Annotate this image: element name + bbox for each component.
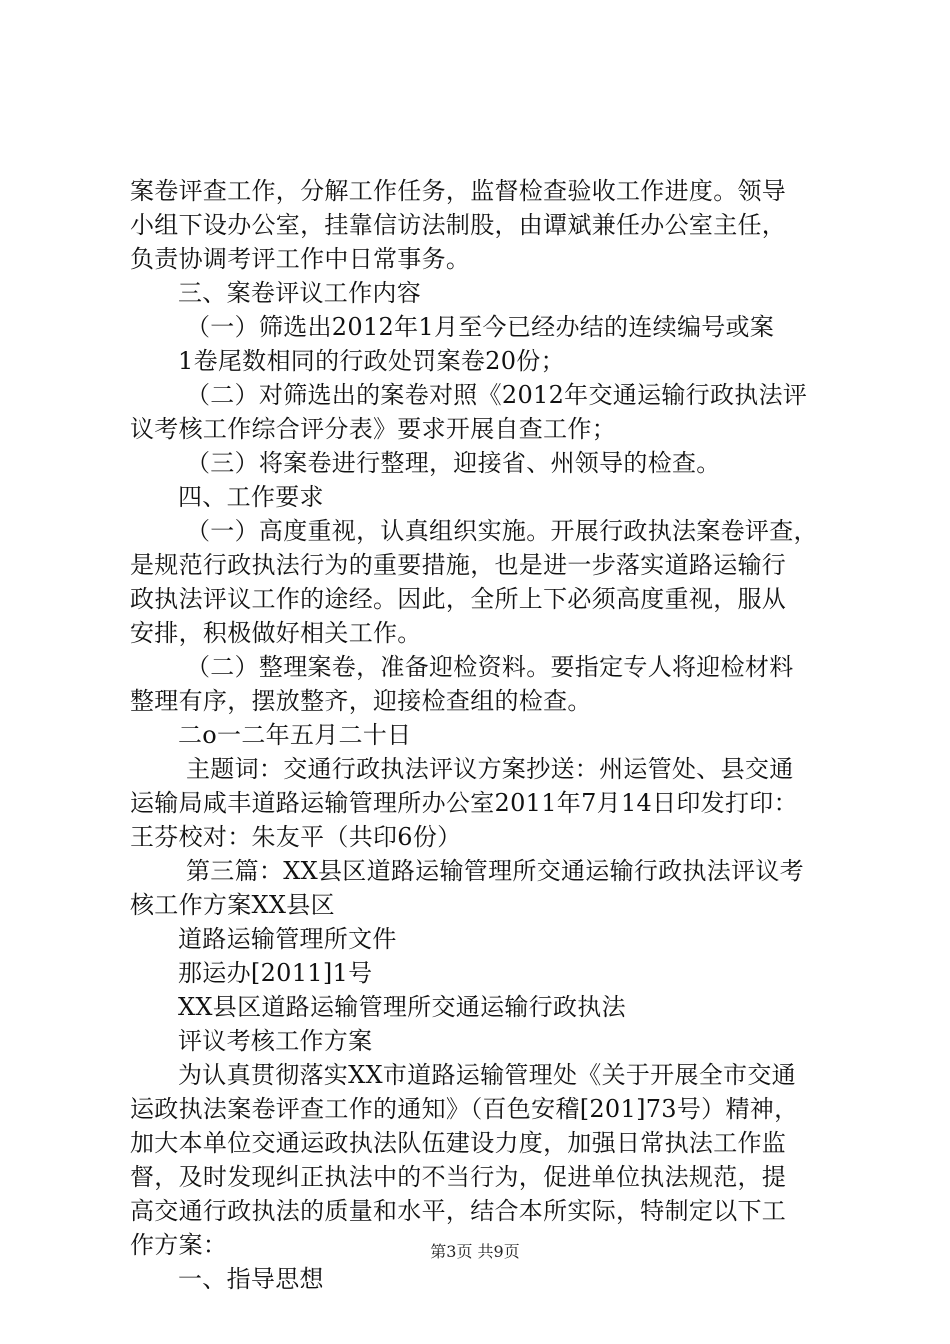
text-line: 王芬校对：朱友平（共印6份） (130, 823, 462, 851)
text-line: 作方案： (130, 1231, 228, 1259)
section-heading: 三、案卷评议工作内容 (178, 279, 421, 307)
text-line: 是规范行政执法行为的重要措施，也是进一步落实道路运输行 (130, 551, 787, 579)
text-line: 负责协调考评工作中日常事务。 (130, 245, 471, 273)
text-line: 道路运输管理所文件 (178, 925, 397, 953)
document-body (130, 174, 830, 1296)
text-line: XX县区道路运输管理所交通运输行政执法 (178, 993, 626, 1021)
text-line: （一）高度重视，认真组织实施。开展行政执法案卷评查， (186, 517, 818, 545)
section-heading: 四、工作要求 (178, 483, 324, 511)
text-line: （三）将案卷进行整理，迎接省、州领导的检查。 (186, 449, 721, 477)
text-line: 为认真贯彻落实XX市道路运输管理处《关于开展全市交通 (178, 1061, 796, 1089)
text-line: （二）对筛选出的案卷对照《2012年交通运输行政执法评 (186, 381, 808, 409)
date-line: 二o一二年五月二十日 (178, 721, 412, 749)
text-line: （一）筛选出2012年1月至今已经办结的连续编号或案 (186, 313, 775, 341)
page-number-footer: 第3页 共9页 (430, 1242, 520, 1261)
text-line: 1卷尾数相同的行政处罚案卷20份； (178, 347, 565, 375)
text-line: 安排，积极做好相关工作。 (130, 619, 422, 647)
text-line: 那运办[2011]1号 (178, 959, 373, 987)
text-line: 第三篇：XX县区道路运输管理所交通运输行政执法评议考 (186, 857, 804, 885)
text-line: 议考核工作综合评分表》要求开展自查工作； (130, 415, 616, 443)
section-heading: 一、指导思想 (178, 1265, 324, 1293)
text-line: 主题词：交通行政执法评议方案抄送：州运管处、县交通 (186, 755, 794, 783)
text-line: 运政执法案卷评查工作的通知》（百色安稽[201]73号）精神， (130, 1095, 799, 1123)
text-line: 加大本单位交通运政执法队伍建设力度，加强日常执法工作监 (130, 1129, 787, 1157)
text-line: 运输局咸丰道路运输管理所办公室2011年7月14日印发打印： (130, 789, 798, 817)
text-line: 评议考核工作方案 (178, 1027, 373, 1055)
text-line: 小组下设办公室，挂靠信访法制股，由谭斌兼任办公室主任， (130, 211, 787, 239)
text-line: 整理有序，摆放整齐，迎接检查组的检查。 (130, 687, 592, 715)
text-line: 案卷评查工作，分解工作任务，监督检查验收工作进度。领导 (130, 177, 787, 205)
text-line: 核工作方案XX县区 (130, 891, 335, 919)
text-line: 督，及时发现纠正执法中的不当行为，促进单位执法规范，提 (130, 1163, 787, 1191)
text-line: 政执法评议工作的途经。因此，全所上下必须高度重视，服从 (130, 585, 787, 613)
text-line: 高交通行政执法的质量和水平，结合本所实际，特制定以下工 (130, 1197, 787, 1225)
text-line: （二）整理案卷，准备迎检资料。要指定专人将迎检材料 (186, 653, 794, 681)
